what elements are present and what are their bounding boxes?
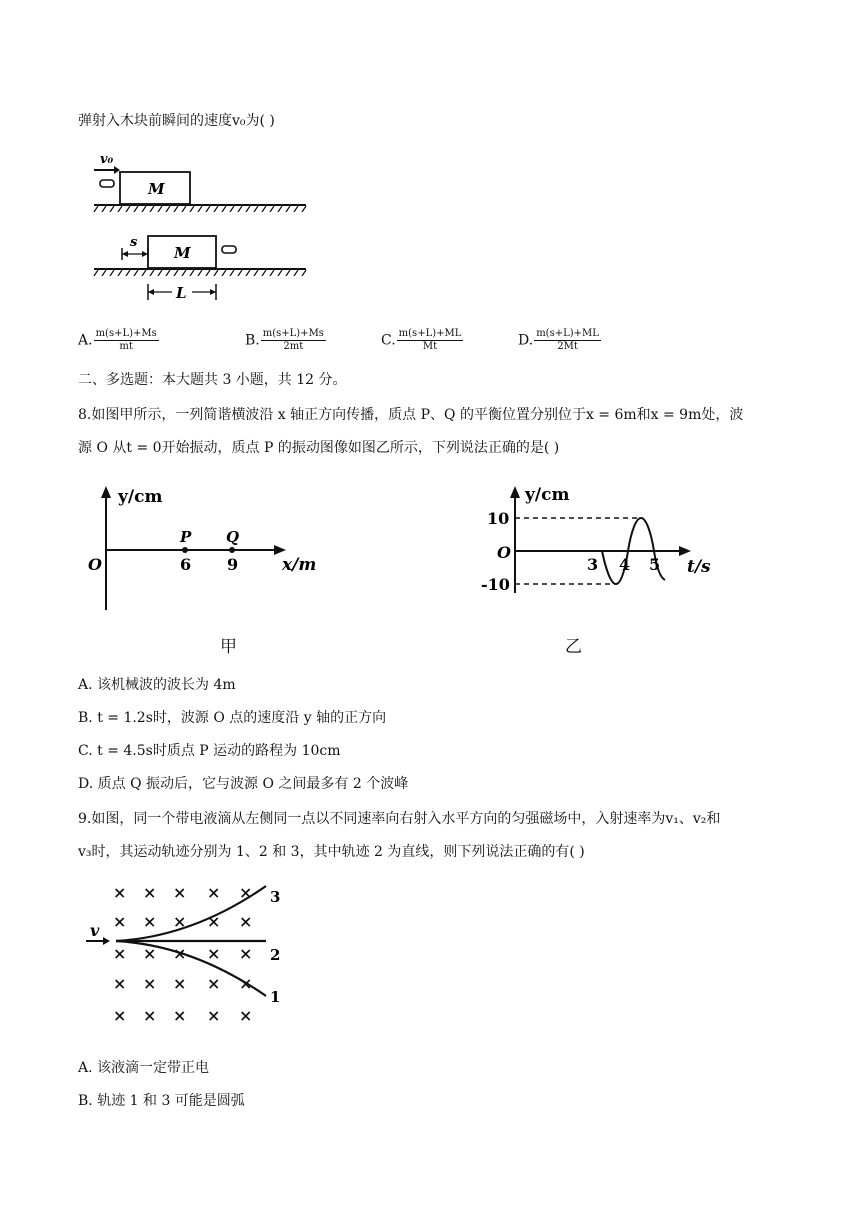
svg-text:×: × — [113, 974, 127, 993]
magnetic-field-figure — [80, 878, 300, 1028]
fig-b-caption: 乙 — [565, 637, 582, 657]
trajectory-3-label: 3 — [270, 888, 281, 906]
fig-a-origin: O — [88, 555, 102, 574]
svg-text:×: × — [239, 912, 253, 931]
q7-option-b: B. $\frac{m(s+L)+Ms}{2mt}$ — [245, 328, 324, 352]
fig-b-origin: O — [497, 543, 511, 562]
svg-text:×: × — [207, 974, 221, 993]
svg-text:×: × — [173, 883, 187, 902]
svg-text:×: × — [113, 883, 127, 902]
q8-stem-line2: 源 O 从t = 0开始振动，质点 P 的振动图像如图乙所示，下列说法正确的是( ) — [78, 440, 560, 456]
svg-text:×: × — [143, 974, 157, 993]
svg-text:×: × — [207, 883, 221, 902]
fig-b-ytop: 10 — [487, 509, 510, 528]
fig-a-ylabel: y/cm — [118, 487, 163, 507]
bullet-shape — [100, 180, 114, 187]
q7-option-d: D. $\frac{m(s+L)+ML}{2Mt}$ — [518, 328, 599, 352]
svg-text:×: × — [113, 912, 127, 931]
svg-text:×: × — [143, 1006, 157, 1025]
q7-option-a: A. $\frac{m(s+L)+Ms}{mt}$ — [78, 328, 157, 352]
fig-b-ylabel: y/cm — [525, 485, 570, 505]
p-label: P — [180, 528, 192, 546]
section-heading: 二、多选题：本大题共 3 小题，共 12 分。 — [78, 372, 347, 388]
fig-a-caption: 甲 — [220, 637, 237, 657]
svg-text:×: × — [239, 974, 253, 993]
q-label: Q — [226, 528, 240, 546]
p-x-value: 6 — [180, 555, 192, 574]
trajectory-2-label: 2 — [270, 946, 281, 964]
q8-option-b: B. t = 1.2s时，波源 O 点的速度沿 y 轴的正方向 — [78, 710, 387, 726]
svg-text:×: × — [239, 883, 253, 902]
fig-a-xlabel: x/m — [282, 555, 317, 575]
fig-b-ybottom: -10 — [481, 575, 510, 594]
t5-label: 5 — [649, 555, 661, 574]
point-p — [182, 547, 188, 553]
svg-text:×: × — [239, 944, 253, 963]
q-x-value: 9 — [227, 555, 239, 574]
q8-stem-line1: 8.如图甲所示，一列简谐横波沿 x 轴正方向传播，质点 P、Q 的平衡位置分别位于x = 6m和x = 9m处，波 — [78, 407, 744, 423]
svg-text:×: × — [239, 1006, 253, 1025]
trajectory-1-label: 1 — [270, 988, 281, 1006]
svg-text:×: × — [173, 944, 187, 963]
svg-text:×: × — [143, 944, 157, 963]
q7-option-c: C. $\frac{m(s+L)+ML}{Mt}$ — [381, 328, 462, 352]
block-m-label-bottom: M — [174, 244, 191, 262]
q9-option-b: B. 轨迹 1 和 3 可能是圆弧 — [78, 1093, 245, 1109]
v0-label: v₀ — [100, 152, 114, 167]
svg-text:×: × — [207, 1006, 221, 1025]
q8-option-a: A. 该机械波的波长为 4m — [78, 677, 236, 693]
svg-text:×: × — [113, 1006, 127, 1025]
t3-label: 3 — [587, 555, 599, 574]
point-q — [229, 547, 235, 553]
svg-text:×: × — [173, 912, 187, 931]
q7-block-figure — [90, 148, 320, 308]
q9-stem-line2: v₃时，其运动轨迹分别为 1、2 和 3，其中轨迹 2 为直线，则下列说法正确的有( ) — [78, 844, 585, 860]
svg-text:×: × — [143, 912, 157, 931]
wave-figure-b — [475, 478, 725, 598]
q8-option-d: D. 质点 Q 振动后，它与波源 O 之间最多有 2 个波峰 — [78, 776, 409, 792]
wave-figure-a — [80, 478, 330, 618]
s-label: s — [130, 235, 138, 250]
q9-option-a: A. 该液滴一定带正电 — [78, 1060, 210, 1076]
svg-text:×: × — [173, 974, 187, 993]
t4-label: 4 — [619, 555, 631, 574]
q7-stem: 弹射入木块前瞬间的速度v₀为( ) — [78, 113, 275, 129]
svg-text:×: × — [173, 1006, 187, 1025]
svg-text:×: × — [113, 944, 127, 963]
q8-option-c: C. t = 4.5s时质点 P 运动的路程为 10cm — [78, 743, 341, 759]
block-m-label-top: M — [148, 180, 165, 198]
svg-text:×: × — [207, 912, 221, 931]
fig-b-xlabel: t/s — [687, 557, 711, 577]
l-label: L — [176, 284, 187, 302]
q9-stem-line1: 9.如图，同一个带电液滴从左侧同一点以不同速率向右射入水平方向的匀强磁场中，入射速率为v₁、v₂和 — [78, 811, 721, 827]
svg-text:×: × — [207, 944, 221, 963]
v-label: v — [90, 921, 100, 940]
svg-text:×: × — [143, 883, 157, 902]
